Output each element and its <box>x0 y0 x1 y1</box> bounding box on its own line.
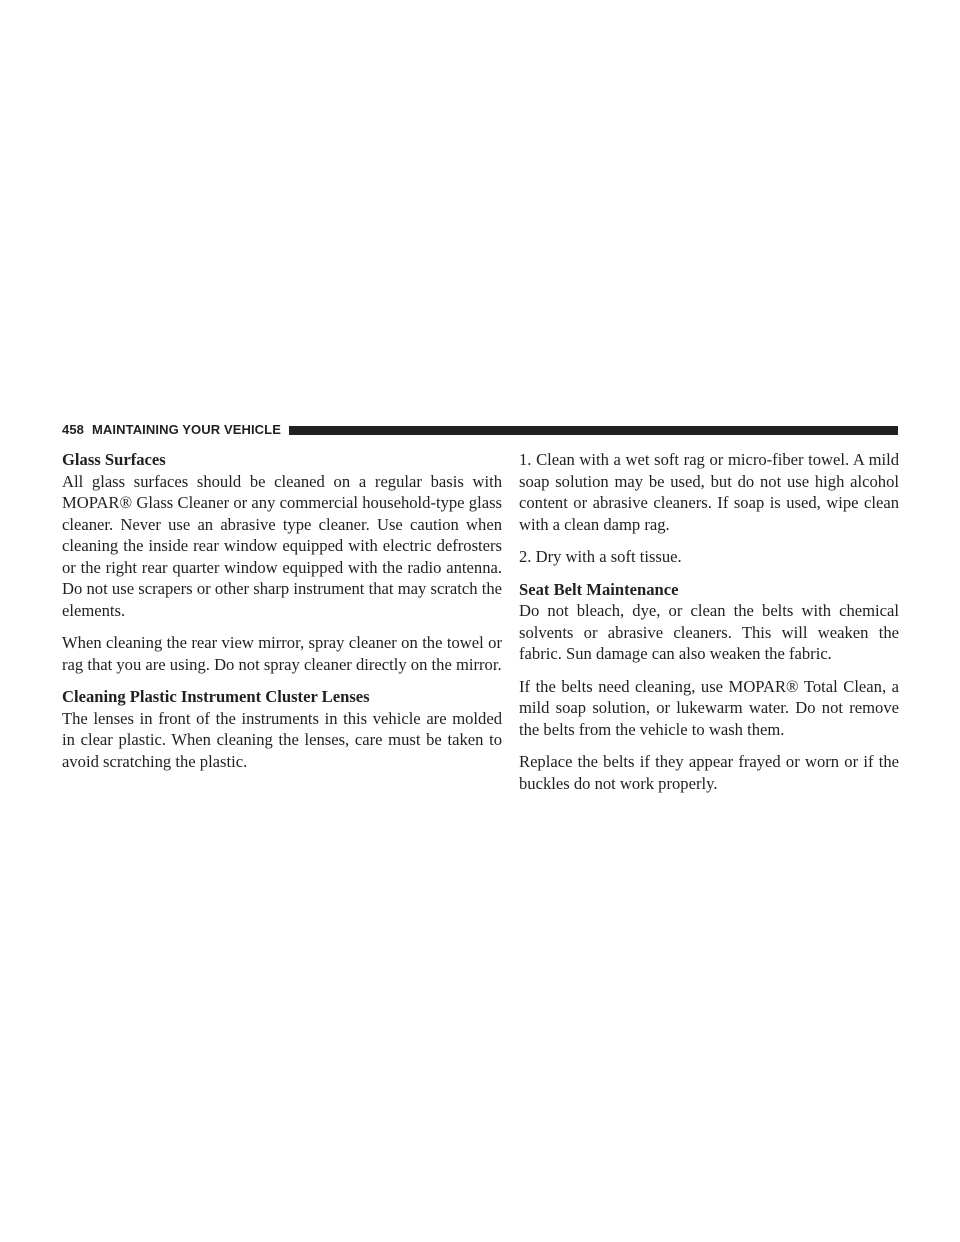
lenses-section <box>62 686 502 772</box>
seat-belt-section <box>519 579 899 665</box>
seat-belt-paragraph-2: If the belts need cleaning, use MOPAR® Total Clean, a mild soap solution, or lukewarm water. Do not remove the belts from the vehicle to wash them. <box>519 676 899 739</box>
page-number: 458 <box>62 422 84 437</box>
page-header <box>62 421 898 439</box>
glass-surfaces-section <box>62 449 502 621</box>
seat-belt-paragraph-1: Do not bleach, dye, or clean the belts with chemical solvents or abrasive cleaners. This will weaken the fabric. Sun damage can also weaken the fabric. <box>519 601 899 663</box>
section-title: MAINTAINING YOUR VEHICLE <box>92 422 281 437</box>
lenses-heading: Cleaning Plastic Instrument Cluster Lenses <box>62 687 370 706</box>
lenses-paragraph-1: The lenses in front of the instruments in this vehicle are molded in clear plastic. When cleaning the lenses, care must be taken to avoid scratching the plastic. <box>62 708 502 771</box>
right-column <box>519 449 899 805</box>
cleaning-step-2: 2. Dry with a soft tissue. <box>519 547 682 566</box>
glass-surfaces-paragraph-2: When cleaning the rear view mirror, spray cleaner on the towel or rag that you are using. Do not spray cleaner directly on the mirror. <box>62 633 502 674</box>
glass-surfaces-heading: Glass Surfaces <box>62 450 166 469</box>
header-rule <box>289 426 898 435</box>
glass-surfaces-paragraph-1: All glass surfaces should be cleaned on a regular basis with MOPAR® Glass Cleaner or any commercial household-type glass cleaner. Never use an abrasive type cleaner. Use caution when cleaning the inside rear window equipped with electric defrosters or the right rear quarter window equipped with the radio antenna. Do not use scrapers or other sharp instrument that may scratch the elements. <box>62 471 502 620</box>
seat-belt-heading: Seat Belt Maintenance <box>519 579 679 599</box>
seat-belt-paragraph-3: Replace the belts if they appear frayed or worn or if the buckles do not work properly. <box>519 752 899 793</box>
left-column <box>62 449 502 783</box>
cleaning-step-1: 1. Clean with a wet soft rag or micro-fiber towel. A mild soap solution may be used, but do not use high alcohol content or abrasive cleaners. If soap is used, wipe clean with a clean damp rag. <box>519 450 899 534</box>
